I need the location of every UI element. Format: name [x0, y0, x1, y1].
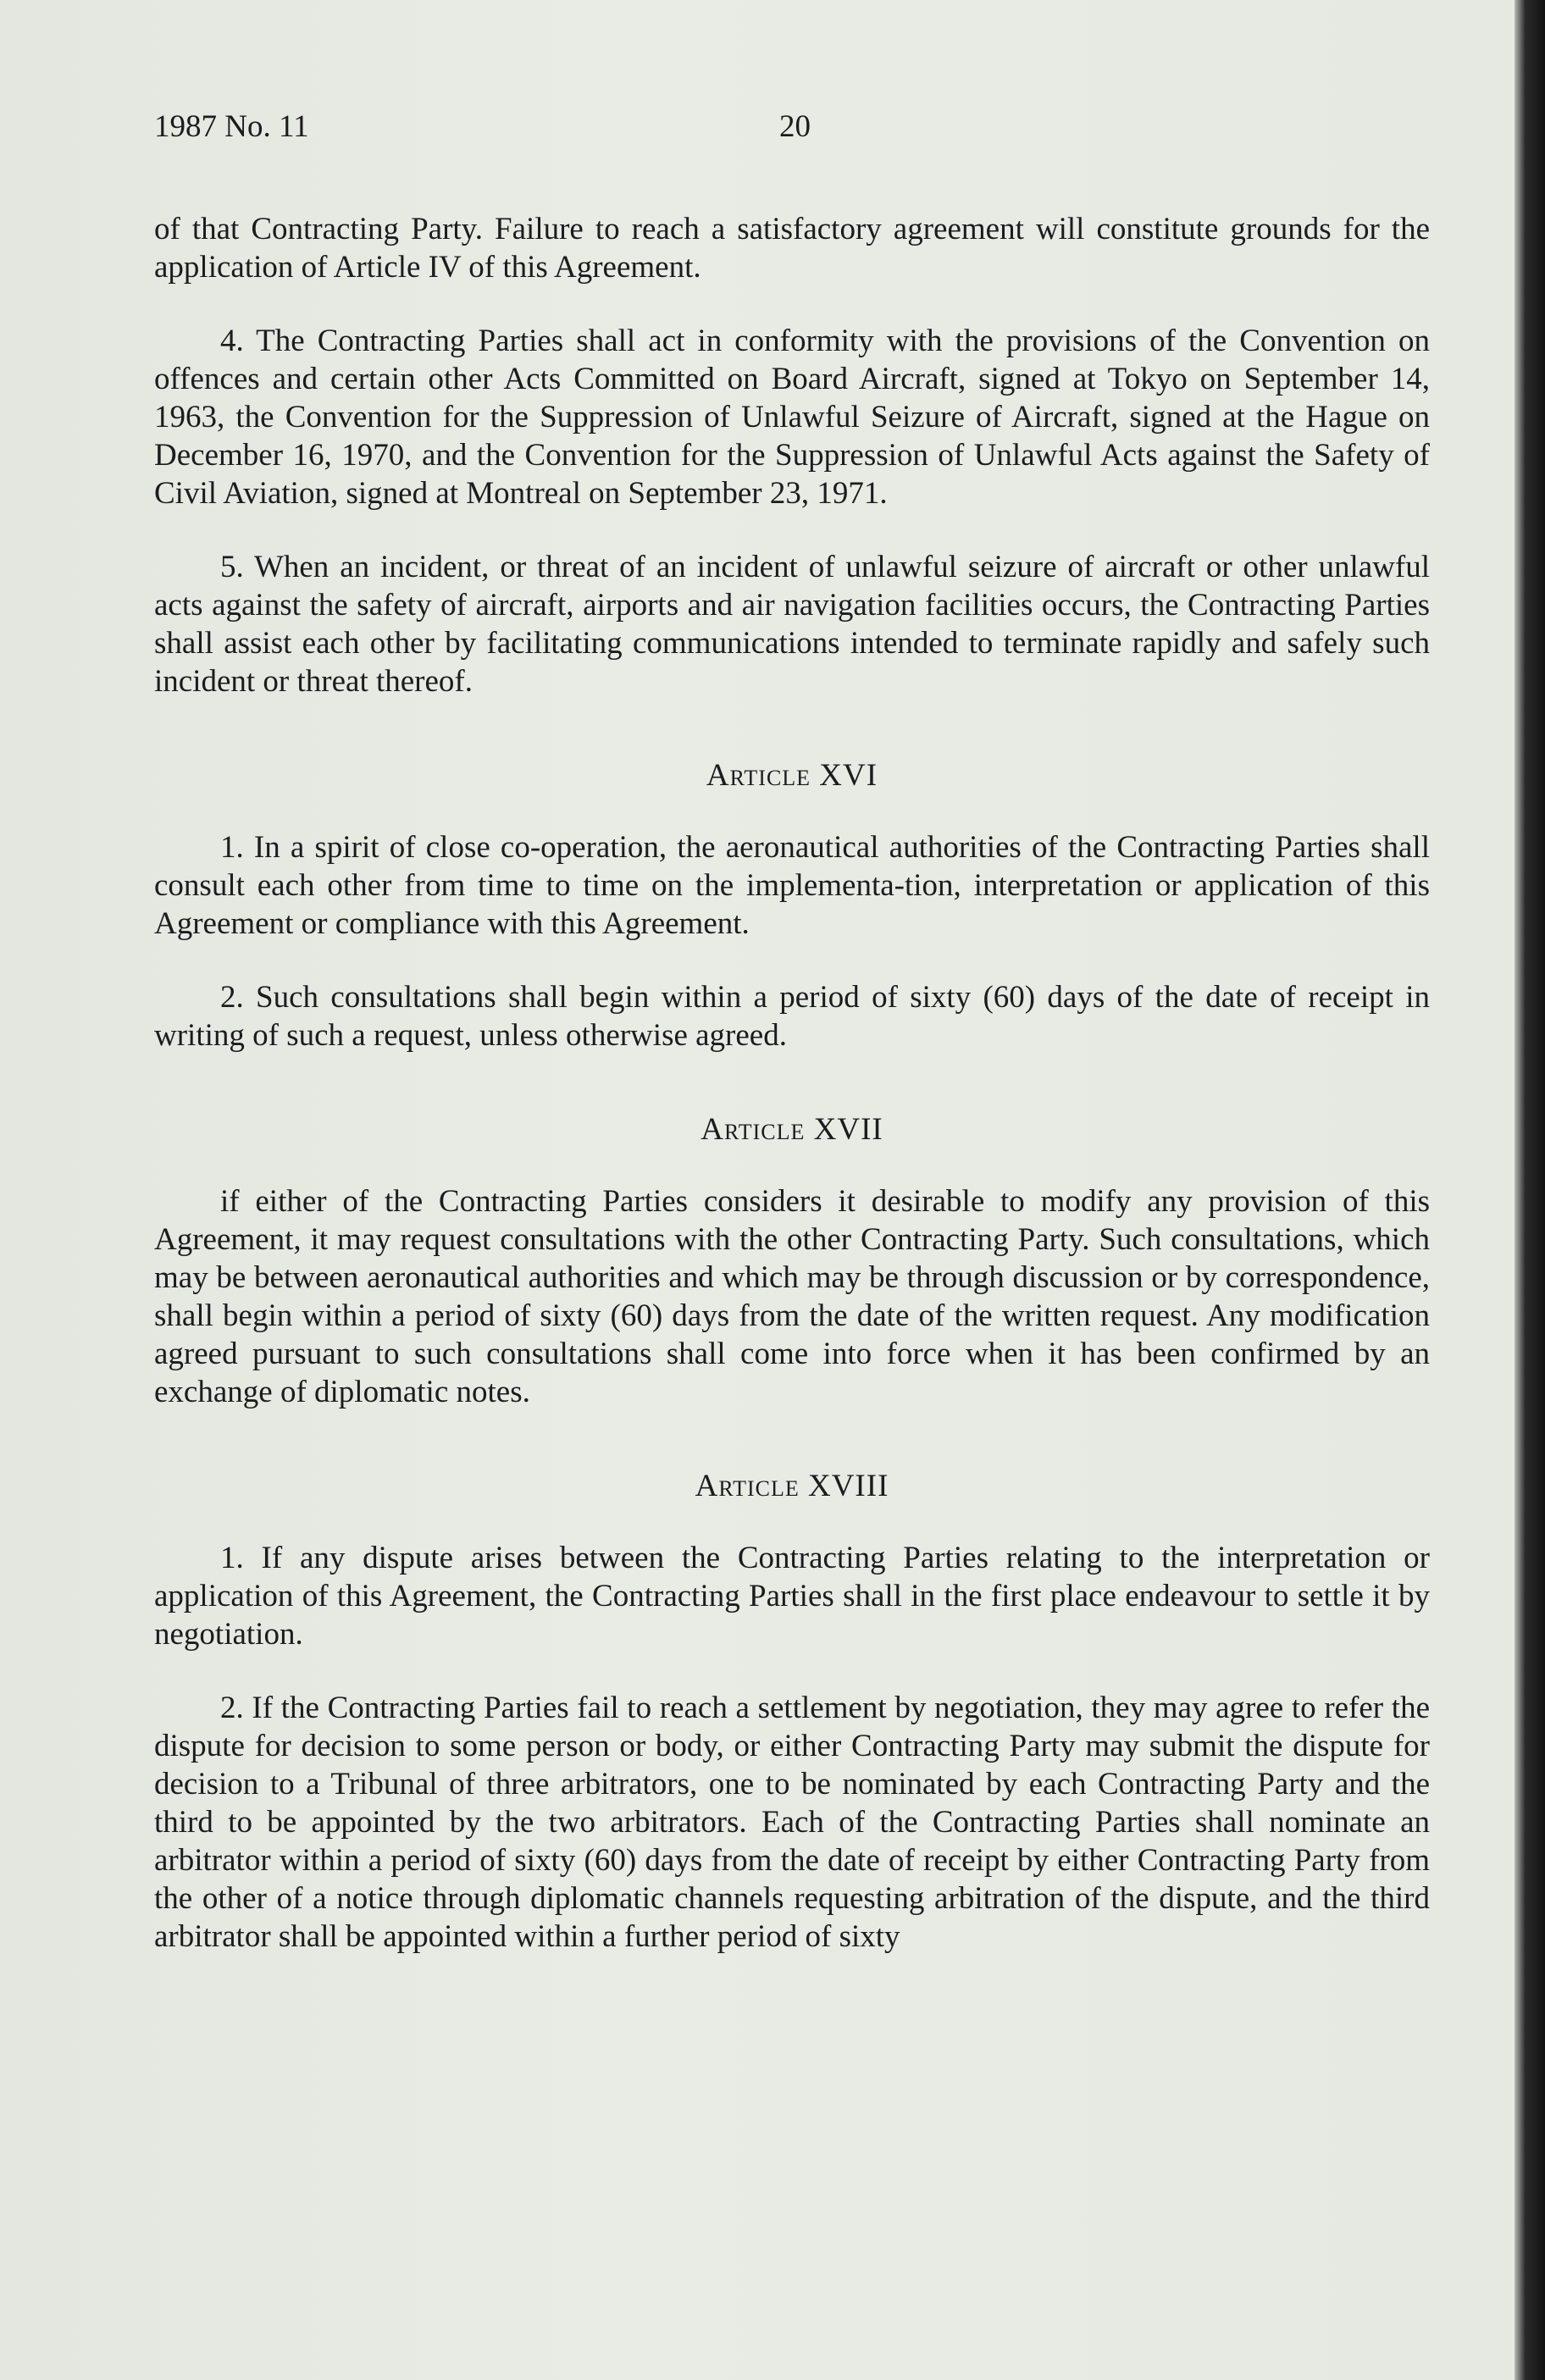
page-number: 20 — [779, 109, 811, 144]
article-xviii-paragraph-2: 2. If the Contracting Parties fail to reach a settlement by negotiation, they may agree to refer the dispute for decision to some person or body, or either Contracting Party may submit the dispute for decision to a Tribunal of three arbitrators, one to be nominated by each Contracting Party and the third to be appointed by the two arbitrators. Each of the Contracting Parties shall nominate an arbitrator within a period of sixty (60) days from the date of receipt by either Contracting Party from the other of a notice through diplomatic channels requesting arbitration of the dispute, and the third arbitrator shall be appointed within a further period of sixty — [154, 1691, 1430, 1954]
paragraph-5: 5. When an incident, or threat of an incident of unlawful seizure of aircraft or other unlawful acts against the safety of aircraft, airports and air navigation facilities occurs, the Contracting Parties shall assist each other by facilitating communications intended to terminate rapidly and safely such incident or threat thereof. — [154, 550, 1430, 699]
article-xvi-paragraph-1: 1. In a spirit of close co-operation, the aeronautical authorities of the Contracting Parties shall consult each other from time to time on the implementa-tion, interpretation or application of this Agreement or compliance with this Agreement. — [154, 830, 1430, 941]
article-xvii-heading: Article XVII — [701, 1112, 883, 1147]
paragraph-continuation: of that Contracting Party. Failure to reach a satisfactory agreement will constitute grounds for the application of Article IV of this Agreement. — [154, 212, 1430, 285]
article-xviii-paragraph-1: 1. If any dispute arises between the Contracting Parties relating to the interpretation or application of this Agreement, the Contracting Parties shall in the first place endeavour to settle it by negotiation. — [154, 1541, 1430, 1652]
book-binding-edge — [1515, 0, 1545, 2380]
article-xvi-heading: Article XVI — [706, 758, 878, 793]
article-xviii-heading: Article XVIII — [695, 1469, 889, 1503]
page-body — [154, 210, 1430, 1991]
document-reference: 1987 No. 11 — [154, 109, 309, 144]
paragraph-4: 4. The Contracting Parties shall act in conformity with the provisions of the Convention on offences and certain other Acts Committed on Board Aircraft, signed at Tokyo on September 14, 1963, the Convention for the Suppression of Unlawful Seizure of Aircraft, signed at the Hague on December 16, 1970, and the Convention for the Suppression of Unlawful Acts against the Safety of Civil Aviation, signed at Montreal on September 23, 1971. — [154, 324, 1430, 511]
page-header — [154, 108, 1442, 151]
article-xvii-paragraph-1: if either of the Contracting Parties considers it desirable to modify any provision of this Agreement, it may request consultations with the other Contracting Party. Such consultations, which may be between aeronautical authorities and which may be through discussion or by correspondence, shall begin within a period of sixty (60) days from the date of the written request. Any modification agreed pursuant to such consultations shall come into force when it has been confirmed by an exchange of diplomatic notes. — [154, 1184, 1430, 1409]
article-xvi-paragraph-2: 2. Such consultations shall begin within a period of sixty (60) days of the date of receipt in writing of such a request, unless otherwise agreed. — [154, 980, 1430, 1053]
